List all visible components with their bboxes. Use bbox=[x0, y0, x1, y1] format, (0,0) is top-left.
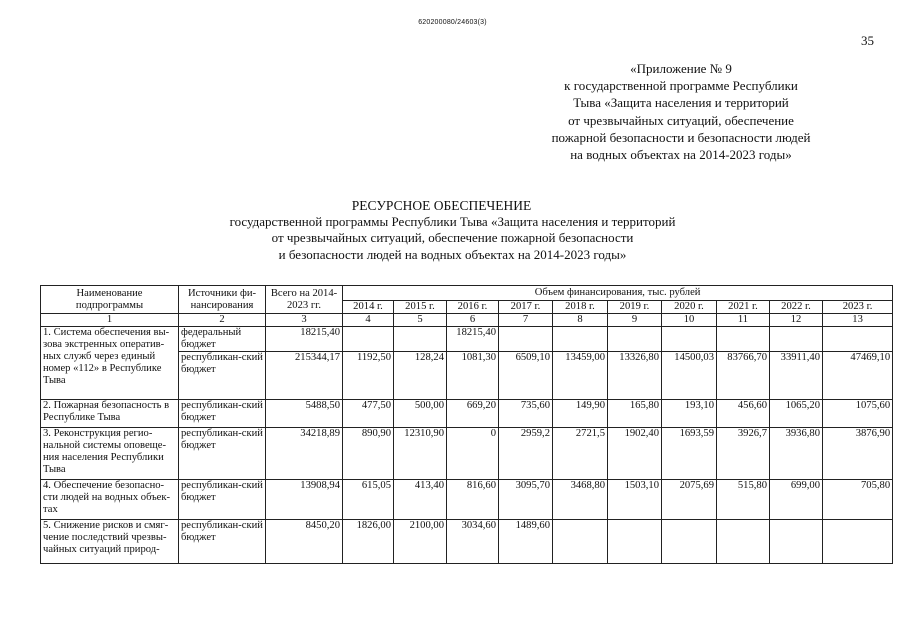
year-value: 890,90 bbox=[343, 428, 394, 480]
year-value: 13459,00 bbox=[553, 352, 608, 400]
appendix-line: к государственной программе Республики bbox=[564, 78, 798, 94]
year-value: 816,60 bbox=[447, 480, 499, 520]
appendix-heading bbox=[511, 60, 851, 163]
funding-source: республикан-ский бюджет bbox=[179, 352, 266, 400]
table-row bbox=[41, 327, 893, 352]
year-value: 477,50 bbox=[343, 400, 394, 428]
year-value: 1192,50 bbox=[343, 352, 394, 400]
column-number: 11 bbox=[717, 314, 770, 327]
year-value: 165,80 bbox=[608, 400, 662, 428]
year-value: 456,60 bbox=[717, 400, 770, 428]
year-value bbox=[823, 327, 893, 352]
year-value: 128,24 bbox=[394, 352, 447, 400]
total-value: 8450,20 bbox=[266, 520, 343, 564]
header-volume: Объем финансирования, тыс. рублей bbox=[343, 286, 893, 301]
header-year: 2016 г. bbox=[447, 301, 499, 314]
year-value: 47469,10 bbox=[823, 352, 893, 400]
header-source: Источники фи-нансирования bbox=[179, 286, 266, 314]
title-subtitle-line: государственной программы Республики Тыва «Защита населения и территорий bbox=[229, 214, 676, 229]
year-value bbox=[662, 327, 717, 352]
header-year: 2015 г. bbox=[394, 301, 447, 314]
year-value: 1489,60 bbox=[499, 520, 553, 564]
year-value: 3034,60 bbox=[447, 520, 499, 564]
year-value: 33911,40 bbox=[770, 352, 823, 400]
header-year: 2020 г. bbox=[662, 301, 717, 314]
column-number: 6 bbox=[447, 314, 499, 327]
year-value bbox=[499, 327, 553, 352]
column-number: 13 bbox=[823, 314, 893, 327]
table-row bbox=[41, 520, 893, 564]
year-value: 3468,80 bbox=[553, 480, 608, 520]
year-value: 3926,7 bbox=[717, 428, 770, 480]
column-number: 4 bbox=[343, 314, 394, 327]
year-value: 1065,20 bbox=[770, 400, 823, 428]
header-name: Наименование подпрограммы bbox=[41, 286, 179, 314]
year-value bbox=[553, 327, 608, 352]
appendix-line: пожарной безопасности и безопасности людей bbox=[551, 129, 811, 145]
appendix-line: от чрезвычайных ситуаций, обеспечение bbox=[568, 112, 794, 128]
header-year: 2021 г. bbox=[717, 301, 770, 314]
year-value: 3095,70 bbox=[499, 480, 553, 520]
total-value: 215344,17 bbox=[266, 352, 343, 400]
year-value: 735,60 bbox=[499, 400, 553, 428]
year-value: 83766,70 bbox=[717, 352, 770, 400]
total-value: 18215,40 bbox=[266, 327, 343, 352]
year-value: 0 bbox=[447, 428, 499, 480]
year-value: 669,20 bbox=[447, 400, 499, 428]
column-number: 8 bbox=[553, 314, 608, 327]
year-value: 1503,10 bbox=[608, 480, 662, 520]
year-value: 615,05 bbox=[343, 480, 394, 520]
year-value bbox=[608, 327, 662, 352]
table-row bbox=[41, 400, 893, 428]
year-value bbox=[394, 327, 447, 352]
column-number: 10 bbox=[662, 314, 717, 327]
column-number: 5 bbox=[394, 314, 447, 327]
title-subtitle-line: от чрезвычайных ситуаций, обеспечение пожарной безопасности bbox=[271, 230, 634, 246]
year-value: 2721,5 bbox=[553, 428, 608, 480]
document-id: 620200080/24603(3) bbox=[418, 19, 487, 26]
page-number: 35 bbox=[861, 33, 874, 48]
funding-source: республикан-ский бюджет bbox=[179, 428, 266, 480]
funding-source: республикан-ский бюджет bbox=[179, 480, 266, 520]
header-year: 2022 г. bbox=[770, 301, 823, 314]
year-value bbox=[343, 327, 394, 352]
total-value: 5488,50 bbox=[266, 400, 343, 428]
year-value bbox=[770, 520, 823, 564]
year-value bbox=[717, 327, 770, 352]
document-title bbox=[0, 198, 905, 263]
title-main: РЕСУРСНОЕ ОБЕСПЕЧЕНИЕ bbox=[351, 198, 532, 213]
year-value bbox=[608, 520, 662, 564]
funding-source: республикан-ский бюджет bbox=[179, 520, 266, 564]
total-value: 34218,89 bbox=[266, 428, 343, 480]
year-value bbox=[662, 520, 717, 564]
year-value: 1075,60 bbox=[823, 400, 893, 428]
subprogram-name: 1. Система обеспечения вы-зова экстренных оператив-ных служб через единый номер «112» в Республике Тыва bbox=[41, 327, 179, 400]
appendix-line: Тыва «Защита населения и территорий bbox=[573, 95, 789, 111]
header-year: 2019 г. bbox=[608, 301, 662, 314]
year-value: 705,80 bbox=[823, 480, 893, 520]
year-value bbox=[770, 327, 823, 352]
subprogram-name: 5. Снижение рисков и смяг-чение последствий чрезвы-чайных ситуаций природ- bbox=[41, 520, 179, 564]
column-number: 12 bbox=[770, 314, 823, 327]
subprogram-name: 4. Обеспечение безопасно-сти людей на водных объек-тах bbox=[41, 480, 179, 520]
year-value: 2959,2 bbox=[499, 428, 553, 480]
header-total: Всего на 2014-2023 гг. bbox=[266, 286, 343, 314]
year-value: 1826,00 bbox=[343, 520, 394, 564]
subprogram-name: 3. Реконструкция регио-нальной системы оповеще-ния населения Республики Тыва bbox=[41, 428, 179, 480]
column-number: 9 bbox=[608, 314, 662, 327]
year-value bbox=[717, 520, 770, 564]
resource-table bbox=[40, 285, 893, 564]
year-value: 193,10 bbox=[662, 400, 717, 428]
column-number: 2 bbox=[179, 314, 266, 327]
table-row bbox=[41, 428, 893, 480]
year-value: 413,40 bbox=[394, 480, 447, 520]
year-value: 3936,80 bbox=[770, 428, 823, 480]
header-year: 2017 г. bbox=[499, 301, 553, 314]
appendix-line: «Приложение № 9 bbox=[630, 61, 732, 76]
funding-source: федеральный бюджет bbox=[179, 327, 266, 352]
year-value: 2100,00 bbox=[394, 520, 447, 564]
year-value: 1902,40 bbox=[608, 428, 662, 480]
year-value: 1081,30 bbox=[447, 352, 499, 400]
year-value: 14500,03 bbox=[662, 352, 717, 400]
year-value: 2075,69 bbox=[662, 480, 717, 520]
title-subtitle-line: и безопасности людей на водных объектах на 2014-2023 годы» bbox=[278, 246, 627, 262]
column-number: 3 bbox=[266, 314, 343, 327]
year-value: 6509,10 bbox=[499, 352, 553, 400]
year-value: 1693,59 bbox=[662, 428, 717, 480]
appendix-line: на водных объектах на 2014-2023 годы» bbox=[570, 147, 792, 163]
table-row bbox=[41, 480, 893, 520]
year-value: 12310,90 bbox=[394, 428, 447, 480]
year-value: 3876,90 bbox=[823, 428, 893, 480]
year-value: 699,00 bbox=[770, 480, 823, 520]
header-year: 2018 г. bbox=[553, 301, 608, 314]
column-number: 1 bbox=[41, 314, 179, 327]
year-value: 515,80 bbox=[717, 480, 770, 520]
total-value: 13908,94 bbox=[266, 480, 343, 520]
year-value bbox=[823, 520, 893, 564]
column-number: 7 bbox=[499, 314, 553, 327]
header-year: 2014 г. bbox=[343, 301, 394, 314]
year-value: 13326,80 bbox=[608, 352, 662, 400]
year-value bbox=[553, 520, 608, 564]
year-value: 18215,40 bbox=[447, 327, 499, 352]
funding-source: республикан-ский бюджет bbox=[179, 400, 266, 428]
year-value: 149,90 bbox=[553, 400, 608, 428]
header-year: 2023 г. bbox=[823, 301, 893, 314]
subprogram-name: 2. Пожарная безопасность в Республике Тыва bbox=[41, 400, 179, 428]
year-value: 500,00 bbox=[394, 400, 447, 428]
